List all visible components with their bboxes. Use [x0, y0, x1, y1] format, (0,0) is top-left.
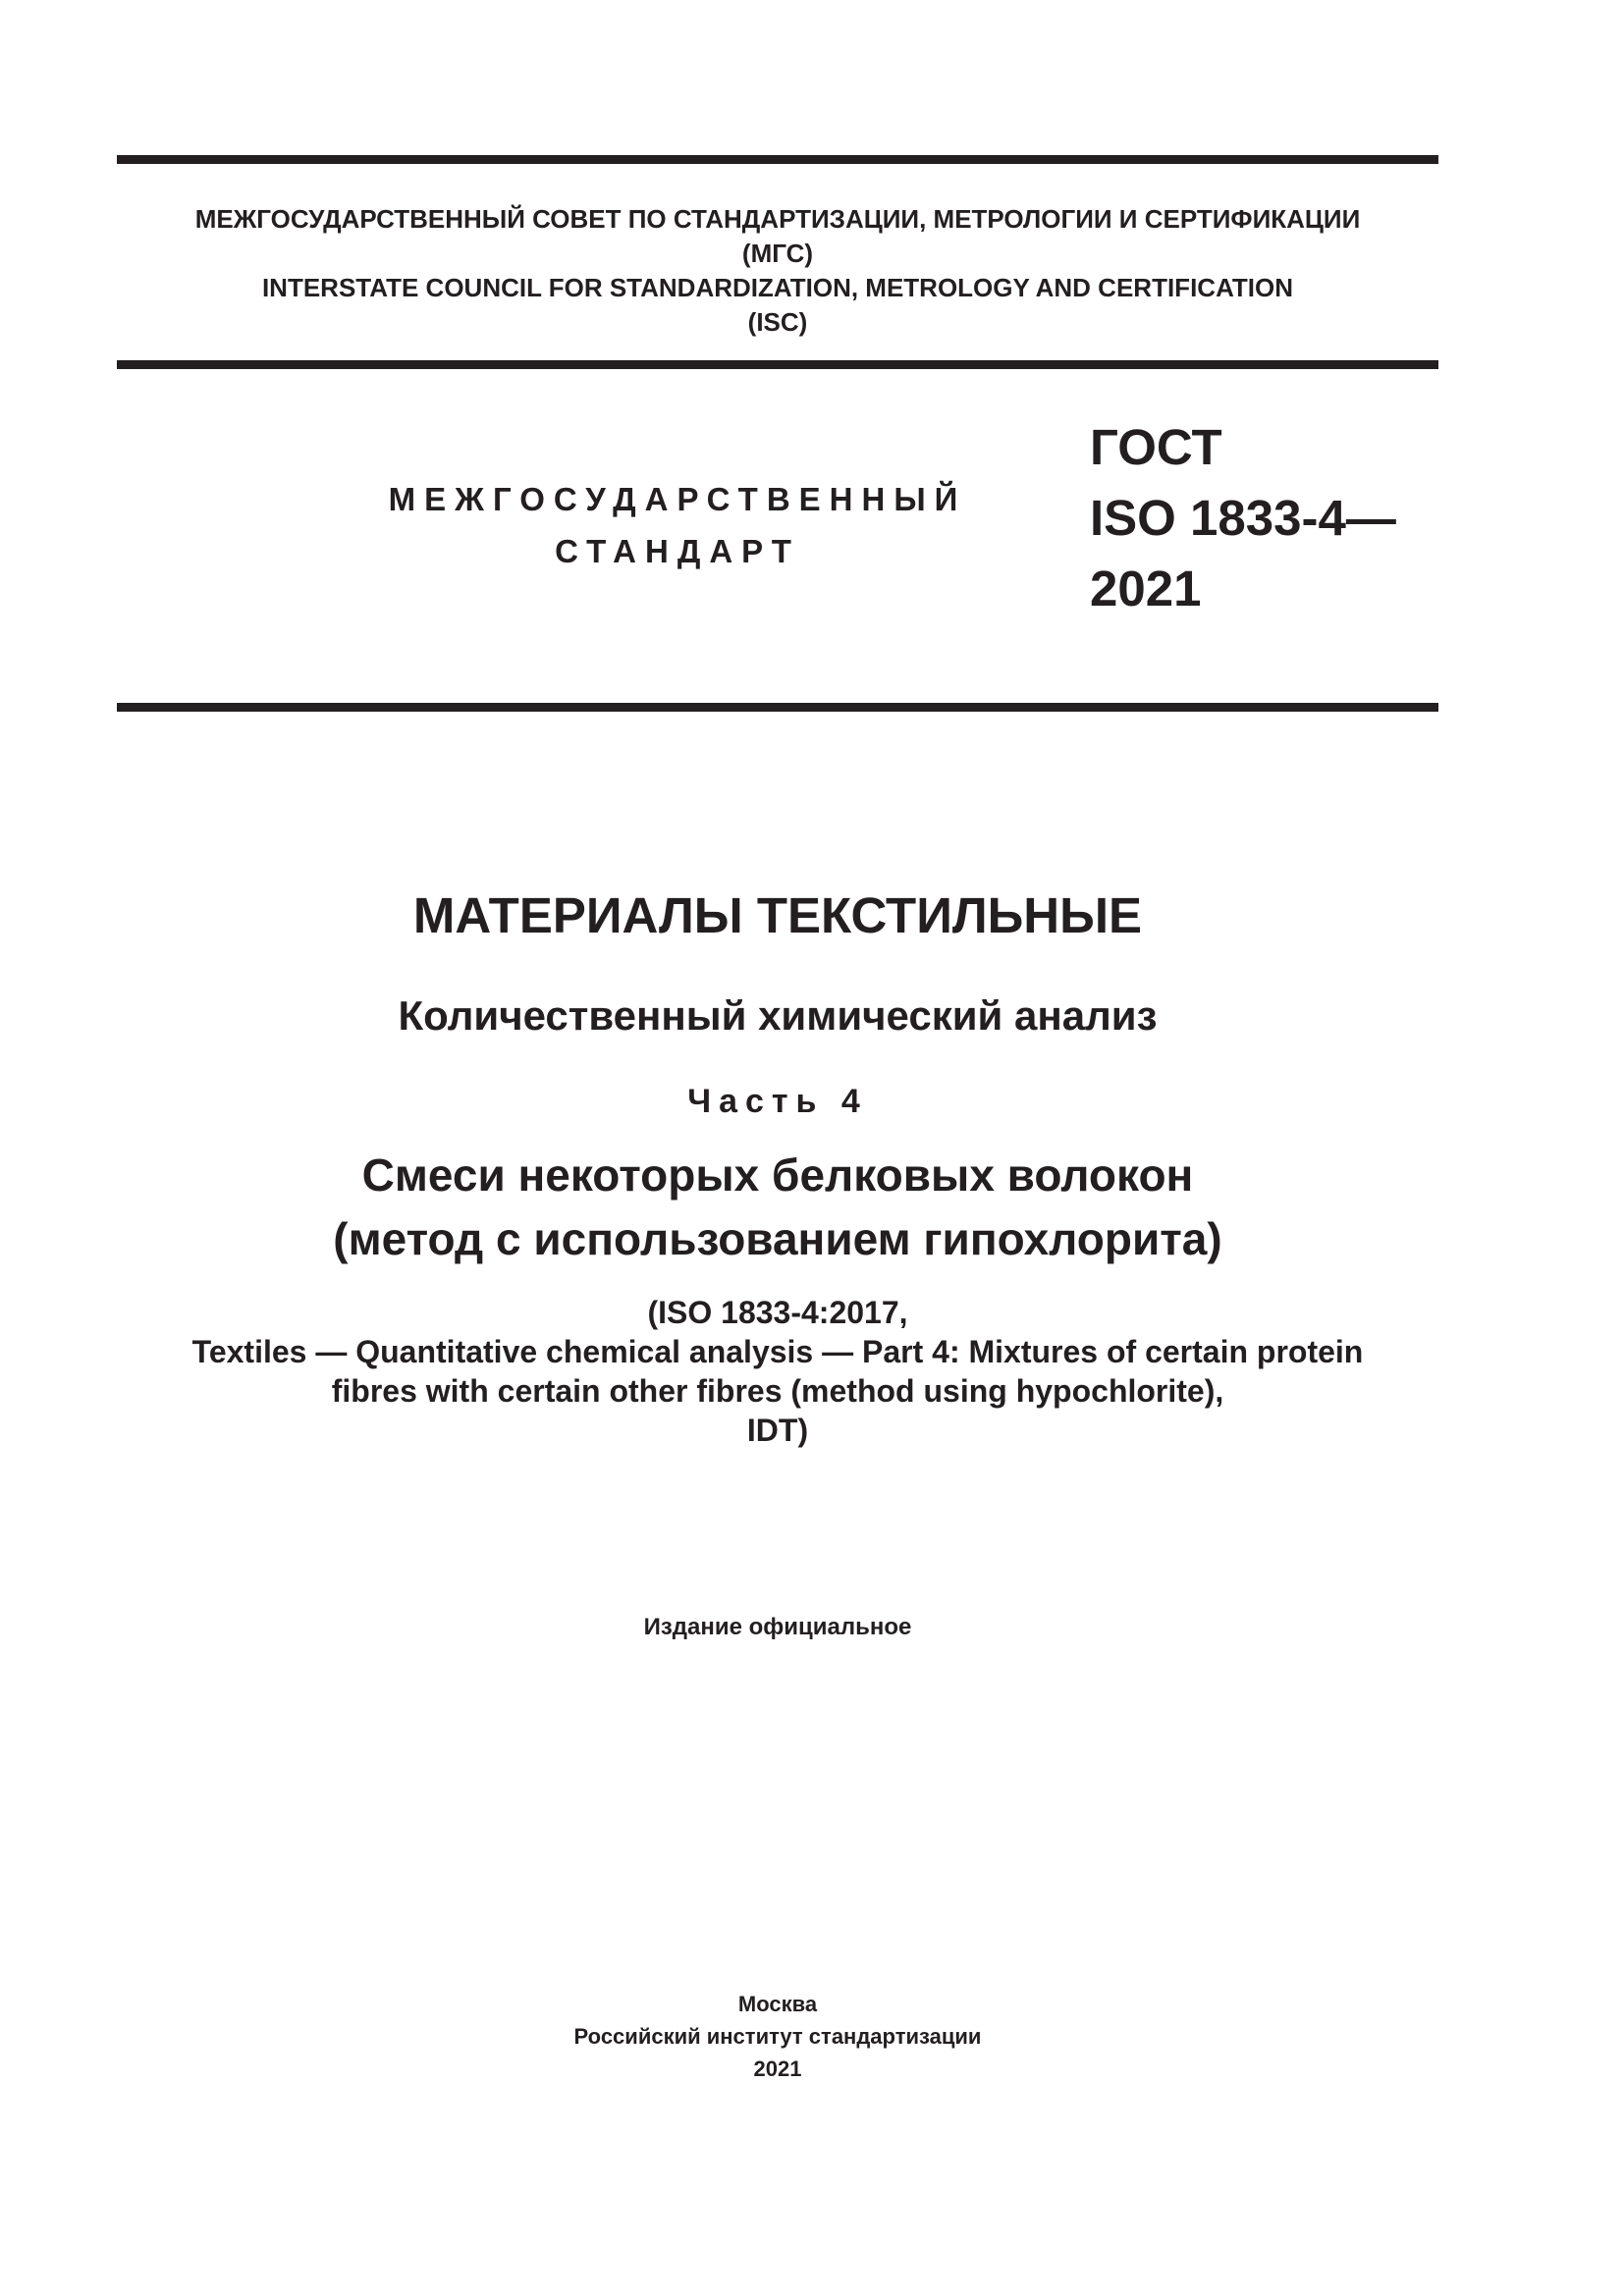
- designation-rule: [117, 703, 1438, 712]
- iso-reference-line2: Textiles — Quantitative chemical analysis — Part 4: Mixtures of certain protein: [191, 1334, 1364, 1369]
- iso-reference-line1: (ISO 1833-4:2017,: [647, 1295, 908, 1330]
- publisher-block: [117, 1988, 1438, 2085]
- standard-number: [1090, 412, 1396, 624]
- standard-kind-line1: МЕЖГОСУДАРСТВЕННЫЙ: [388, 481, 967, 517]
- document-title: [117, 881, 1438, 950]
- part-number: [117, 1076, 1438, 1127]
- standard-kind: [295, 473, 1060, 577]
- top-rule: [117, 155, 1438, 164]
- part-title-line2: (метод с использованием гипохлорита): [333, 1213, 1222, 1264]
- publisher-city: Москва: [737, 1992, 818, 2016]
- standard-number-line1: ГОСТ: [1090, 419, 1222, 475]
- document-subtitle-text: Количественный химический анализ: [398, 992, 1158, 1039]
- document-subtitle: [117, 987, 1438, 1045]
- council-header: [117, 202, 1438, 340]
- document-title-text: МАТЕРИАЛЫ ТЕКСТИЛЬНЫЕ: [412, 887, 1143, 943]
- iso-reference-line3: fibres with certain other fibres (method using hypochlorite),: [331, 1373, 1224, 1409]
- iso-reference: [117, 1293, 1438, 1450]
- standard-number-line2: ISO 1833-4—: [1090, 490, 1396, 546]
- part-title-line1: Смеси некоторых белковых волокон: [361, 1149, 1194, 1201]
- publisher-year: 2021: [753, 2056, 802, 2081]
- edition-label: [117, 1610, 1438, 1645]
- edition-text: Издание официальное: [643, 1614, 912, 1640]
- part-number-text: Часть 4: [687, 1083, 868, 1120]
- council-abbr-ru: (МГС): [741, 239, 814, 268]
- council-name-ru: МЕЖГОСУДАРСТВЕННЫЙ СОВЕТ ПО СТАНДАРТИЗАЦИИ, МЕТРОЛОГИИ И СЕРТИФИКАЦИИ: [194, 204, 1361, 234]
- iso-reference-line4: IDT): [746, 1413, 809, 1448]
- standard-kind-line2: СТАНДАРТ: [555, 533, 800, 569]
- standard-number-line3: 2021: [1090, 561, 1202, 616]
- council-name-en: INTERSTATE COUNCIL FOR STANDARDIZATION, METROLOGY AND CERTIFICATION: [261, 273, 1294, 302]
- publisher-institute: Российский институт стандартизации: [573, 2024, 982, 2049]
- council-abbr-en: (ISC): [747, 307, 808, 337]
- header-rule: [117, 360, 1438, 369]
- part-title: [117, 1144, 1438, 1271]
